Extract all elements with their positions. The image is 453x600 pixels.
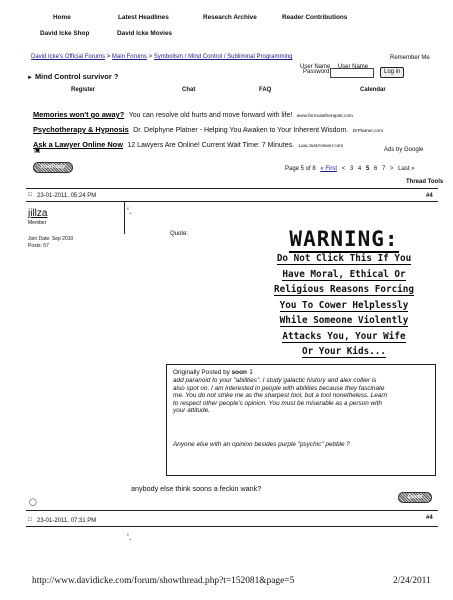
- quote-label: Quote:: [170, 231, 189, 237]
- login-button[interactable]: Log in: [380, 67, 404, 78]
- warning-title: [253, 227, 435, 251]
- user-post-count: Posts: 57: [28, 243, 49, 249]
- ad-url[interactable]: Law.JustAnswer.com: [298, 144, 344, 149]
- thread-tools-menu[interactable]: Thread Tools: [406, 179, 444, 185]
- ads-by-google[interactable]: Ads by Google: [384, 147, 424, 153]
- page-first[interactable]: « First: [320, 166, 338, 172]
- ad-title[interactable]: Psychotherapy & Hypnosis: [33, 125, 129, 134]
- divider: [26, 526, 438, 527]
- post-number[interactable]: #4: [426, 515, 433, 521]
- page-last[interactable]: Last »: [398, 166, 415, 172]
- breadcrumb-separator: >: [106, 54, 111, 60]
- post-status-icon: ‘.: [127, 206, 132, 216]
- ad-text: 12 Lawyers Are Online! Current Wait Time: 7 Minutes.: [127, 142, 295, 149]
- warning-line: [253, 313, 435, 329]
- thread-title: [27, 72, 118, 81]
- nav-david-icke-shop[interactable]: David Icke Shop: [40, 30, 90, 37]
- post-username[interactable]: jillza: [28, 208, 48, 219]
- nav-calendar[interactable]: Calendar: [360, 87, 386, 93]
- ad-title[interactable]: Memories won't go away?: [33, 110, 125, 119]
- thread-icon: ►: [27, 75, 33, 81]
- footer-date: 2/24/2011: [393, 576, 431, 586]
- breadcrumb-subforum[interactable]: Symbolism / Mind Control / Subliminal Programming: [153, 54, 293, 60]
- page-4[interactable]: 4: [357, 166, 362, 172]
- page-3[interactable]: 3: [349, 166, 354, 172]
- quote-prefix: Originally Posted by: [173, 369, 230, 376]
- ad-3[interactable]: [33, 134, 343, 152]
- quote-block: [166, 364, 436, 476]
- nav-david-icke-movies[interactable]: David Icke Movies: [117, 30, 173, 37]
- divider: [26, 188, 438, 189]
- ad-info-icon[interactable]: ▣: [34, 147, 41, 154]
- page-6[interactable]: 6: [373, 166, 378, 172]
- user-offline-icon: ◯: [29, 499, 37, 506]
- password-input[interactable]: [330, 68, 374, 78]
- ad-text: You can resolve old hurts and move forward with life!: [128, 112, 293, 119]
- post-separator: [124, 202, 125, 234]
- username-label: User Name: [300, 64, 331, 70]
- quote-button-label: Quote: [407, 494, 423, 500]
- divider: [26, 510, 438, 511]
- warning-line: [253, 344, 435, 360]
- nav-chat[interactable]: Chat: [182, 87, 196, 93]
- nav-faq[interactable]: FAQ: [259, 87, 272, 93]
- post-body-text: anybody else think soons a feckin wank?: [131, 484, 262, 493]
- warning-line-text: Have Moral, Ethical Or: [282, 268, 406, 280]
- warning-line: [253, 267, 435, 283]
- warning-line-text: Religious Reasons Forcing: [274, 284, 414, 295]
- warning-line: [253, 298, 435, 314]
- username-input[interactable]: User Name: [337, 64, 369, 70]
- post-icon: □: [28, 192, 32, 198]
- warning-image: [253, 227, 435, 359]
- quote-line: add paranoid to your "abilities". I study galactic history and alex collier is: [173, 377, 377, 384]
- page-prev[interactable]: <: [341, 166, 346, 172]
- ad-text: Dr. Delphyne Platner - Helping You Awaken to Your Inherent Wisdom.: [133, 127, 349, 134]
- quote-author[interactable]: soon: [231, 369, 247, 376]
- nav-register[interactable]: Register: [71, 87, 96, 93]
- warning-line: [253, 282, 435, 298]
- divider: [26, 201, 438, 202]
- ad-url[interactable]: www.formulatherapist.com: [296, 114, 354, 119]
- quote-line: to respect other people's opinion. You must be miserable as a person with: [173, 399, 382, 407]
- page-next[interactable]: >: [389, 166, 394, 172]
- breadcrumb: [31, 54, 293, 61]
- page-5-current: 5: [365, 166, 370, 172]
- nav-reader-contributions[interactable]: Reader Contributions: [282, 14, 348, 21]
- quote-body: [173, 377, 433, 415]
- post-icon: □: [28, 517, 32, 523]
- nav-research-archive[interactable]: Research Archive: [203, 14, 257, 21]
- warning-line: [253, 329, 435, 345]
- nav-latest-headlines[interactable]: Latest Headlines: [118, 14, 169, 21]
- thread-title-text: Mind Control survivor ?: [35, 72, 119, 81]
- post-date: 23-01-2011, 05:24 PM: [37, 193, 97, 199]
- nav-home[interactable]: Home: [53, 14, 71, 21]
- pagination: [285, 166, 415, 172]
- warning-line-text: While Someone Violently: [279, 315, 409, 326]
- post-reply-button[interactable]: [33, 162, 73, 173]
- quote-line: also spot on. I am interested in people with abilities because they fascinate: [173, 384, 385, 392]
- breadcrumb-forums[interactable]: David Icke's Official Forums: [31, 54, 106, 60]
- footer-url: http://www.davidicke.com/forum/showthread.php?t=152081&page=5: [32, 576, 295, 586]
- view-post-icon[interactable]: ↧: [248, 370, 254, 376]
- post-date: 23-01-2011, 07:31 PM: [37, 518, 97, 524]
- post-reply-label: PostReply: [40, 164, 66, 170]
- post-number[interactable]: #4: [426, 193, 433, 199]
- page-label: Page 5 of 8: [285, 166, 316, 172]
- warning-line-text: You To Cower Helplessly: [279, 299, 409, 311]
- warning-title-text: WARNING:: [289, 227, 399, 251]
- quote-line: me. You do not strike me as the sharpest tool, but a tool nonetheless. Learn: [173, 392, 388, 400]
- quote-attribution: [173, 369, 254, 376]
- remember-me-checkbox[interactable]: Remember Me: [390, 55, 430, 61]
- warning-line-text: Do Not Click This If You: [276, 253, 412, 264]
- quote-line: your attitude.: [173, 407, 210, 415]
- breadcrumb-separator: >: [148, 54, 153, 60]
- user-role: Member: [28, 220, 47, 226]
- post-status-icon: ‘.: [127, 532, 132, 542]
- user-join-date: Join Date: Sep 2010: [28, 236, 74, 242]
- page-7[interactable]: 7: [381, 166, 386, 172]
- quote-button[interactable]: [398, 492, 432, 503]
- warning-line: [253, 251, 435, 267]
- ad-url[interactable]: DrPlatner.com: [352, 129, 384, 134]
- breadcrumb-main-forums[interactable]: Main Forums: [111, 54, 147, 60]
- warning-line-text: Or Your Kids...: [302, 346, 386, 357]
- warning-line-text: Attacks You, Your Wife: [282, 330, 406, 342]
- password-label: Password: [303, 69, 330, 75]
- ad-title[interactable]: Ask a Lawyer Online Now: [33, 140, 123, 149]
- quote-extra: Anyone else with an opinion besides purple "psychic" pebble ?: [173, 441, 350, 448]
